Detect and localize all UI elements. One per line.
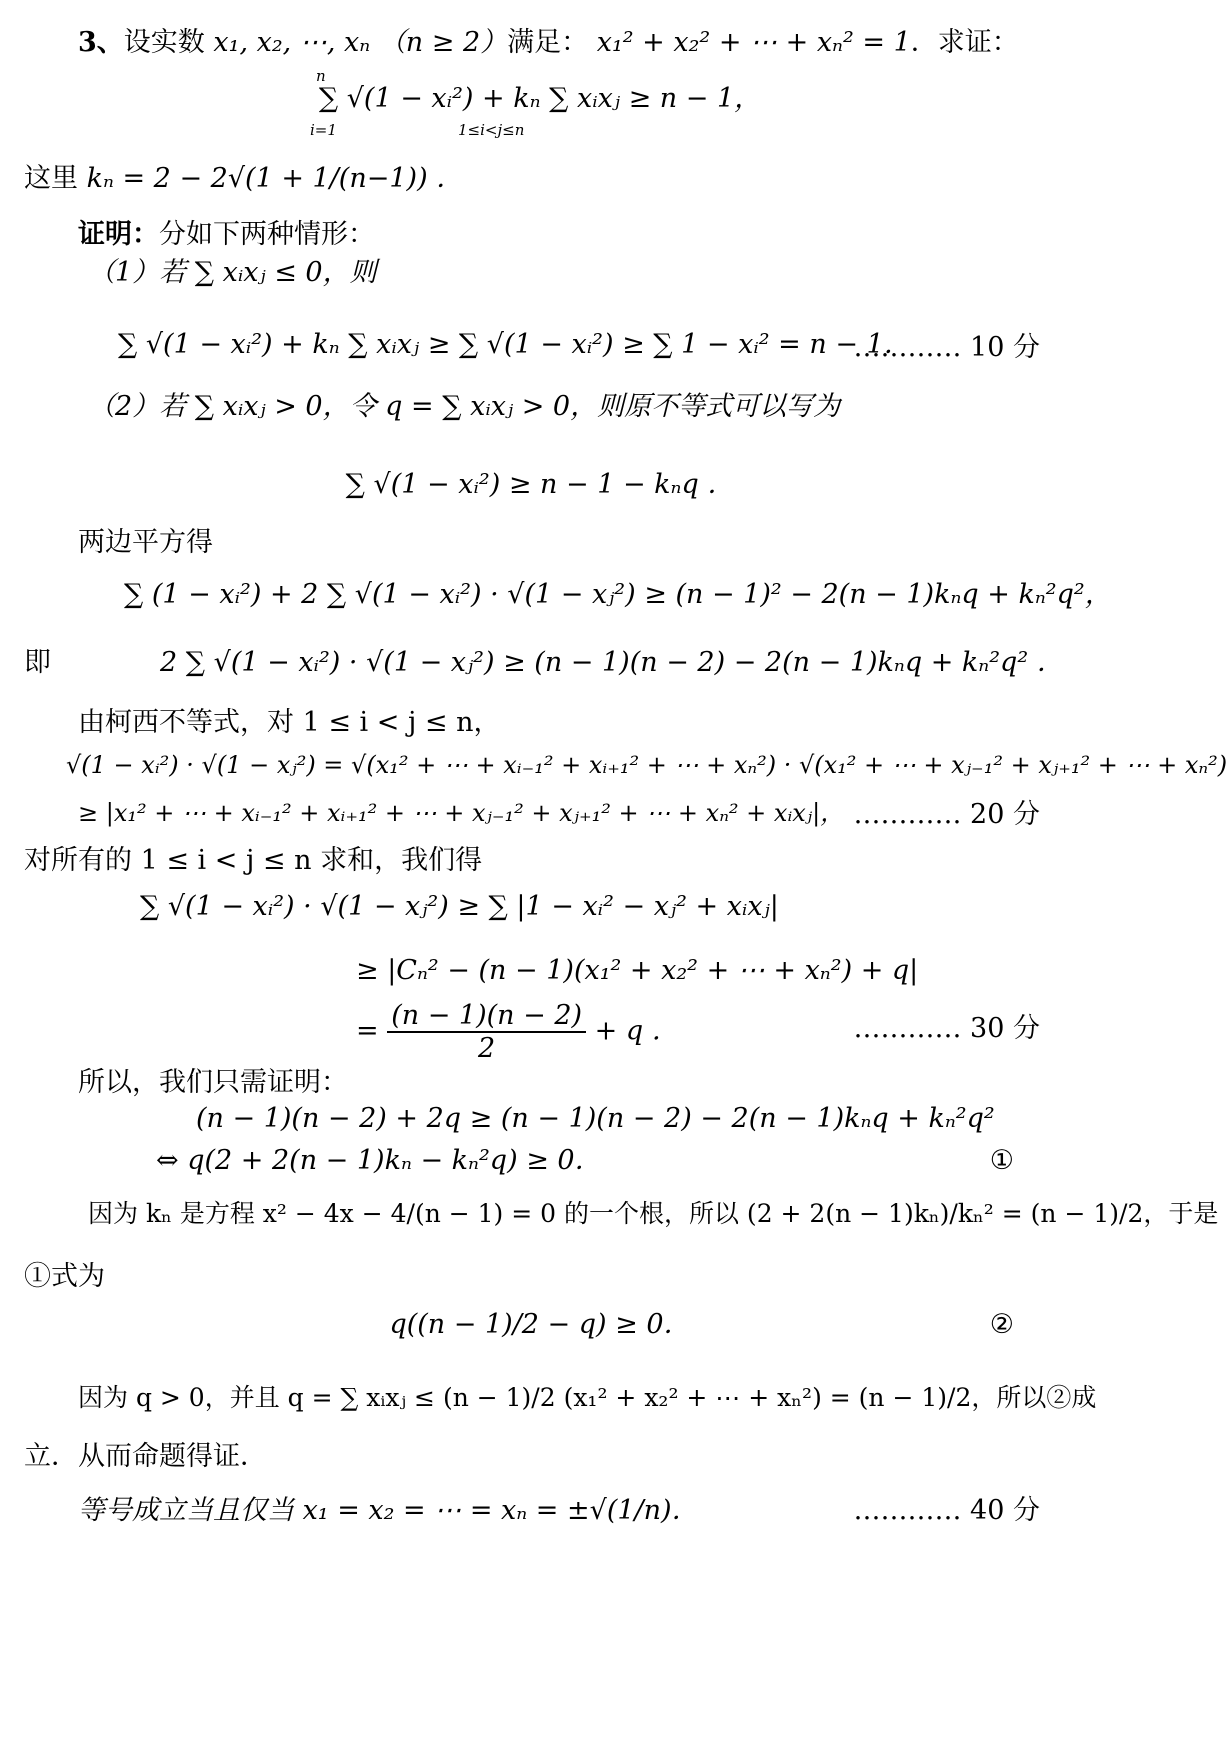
equality-condition: 等号成立当且仅当 x₁ = x₂ = ⋯ = xₙ = ±√(1/n)． bbox=[78, 1495, 699, 1526]
case1-equation: ∑ √(1 − xᵢ²) + kₙ ∑ xᵢxⱼ ≥ ∑ √(1 − xᵢ²) ≥ ∑ 1 − xᵢ² = n − 1． bbox=[118, 329, 911, 360]
because-text: 因为 q > 0，并且 q = ∑ xᵢxⱼ ≤ (n − 1)/2 (x₁² + x₂² + ⋯ + xₙ²) = (n − 1)/2，所以②成 bbox=[78, 1383, 1097, 1412]
sum-eq3-tail: + q ． bbox=[594, 1015, 679, 1047]
problem-constraint: x₁² + x₂² + ⋯ + xₙ² = 1 bbox=[596, 27, 911, 58]
problem-inequality: ∑ √(1 − xᵢ²) + kₙ ∑ xᵢxⱼ ≥ n − 1， bbox=[318, 83, 762, 114]
problem-statement bbox=[78, 28, 1019, 58]
kn-prefix: 这里 bbox=[24, 163, 78, 194]
proof-intro bbox=[78, 220, 375, 250]
sum-eq3-numerator: (n − 1)(n − 2) bbox=[387, 1000, 586, 1033]
sum-equation-3 bbox=[356, 1000, 679, 1064]
case2-condition: （2）若 ∑ xᵢxⱼ > 0，令 q = ∑ xᵢxⱼ > 0，则原不等式可以写为 bbox=[88, 391, 841, 422]
sum-upper-index-1: n bbox=[316, 67, 326, 85]
cauchy-text: 由柯西不等式，对 1 ≤ i < j ≤ n， bbox=[78, 707, 501, 738]
square-equation: ∑ (1 − xᵢ²) + 2 ∑ √(1 − xᵢ²) · √(1 − xⱼ²) ≥ (n − 1)² − 2(n − 1)kₙq + kₙ²q²， bbox=[124, 579, 1112, 610]
formula-text: ①式为 bbox=[24, 1261, 105, 1292]
need-text: 所以，我们只需证明： bbox=[78, 1067, 348, 1098]
problem-number: 3、 bbox=[78, 27, 124, 58]
sum-text: 对所有的 1 ≤ i < j ≤ n 求和，我们得 bbox=[24, 845, 483, 876]
conclusion-text: 立．从而命题得证． bbox=[24, 1441, 267, 1472]
proof-label: 证明： bbox=[78, 219, 159, 250]
sum-lower-index-1: i=1 bbox=[310, 121, 337, 139]
sum-eq3-lead: = bbox=[356, 1015, 379, 1047]
problem-vars: x₁, x₂, ⋯, xₙ bbox=[213, 27, 371, 58]
need-equation-1: (n − 1)(n − 2) + 2q ≥ (n − 1)(n − 2) − 2(n − 1)kₙq + kₙ²q² bbox=[196, 1103, 995, 1134]
score-30: ………… 30 分 bbox=[853, 1013, 1040, 1044]
kn-formula: kₙ = 2 − 2√(1 + 1/(n−1)) ． bbox=[86, 163, 464, 194]
score-40: ………… 40 分 bbox=[853, 1495, 1040, 1526]
equation-mark-1: ① bbox=[989, 1145, 1014, 1176]
problem-text-b: 满足： bbox=[507, 27, 589, 58]
sum-equation-2: ≥ |Cₙ² − (n − 1)(x₁² + x₂² + ⋯ + xₙ²) + q| bbox=[356, 955, 919, 986]
root-text: 因为 kₙ 是方程 x² − 4x − 4/(n − 1) = 0 的一个根，所以 (2 + 2(n − 1)kₙ)/kₙ² = (n − 1)/2，于是 bbox=[88, 1199, 1219, 1228]
ji-label: 即 bbox=[24, 647, 51, 678]
ji-equation: 2 ∑ √(1 − xᵢ²) · √(1 − xⱼ²) ≥ (n − 1)(n − 2) − 2(n − 1)kₙq + kₙ²q² ． bbox=[160, 647, 1064, 678]
problem-text-a: 设实数 bbox=[123, 27, 205, 58]
score-20: ………… 20 分 bbox=[853, 799, 1040, 830]
equation-mark-2: ② bbox=[989, 1309, 1014, 1340]
sum-eq3-denominator: 2 bbox=[478, 1033, 496, 1065]
case2-equation: ∑ √(1 − xᵢ²) ≥ n − 1 − kₙq ． bbox=[345, 469, 735, 500]
kn-definition bbox=[24, 164, 463, 194]
cauchy-equation-1: √(1 − xᵢ²) · √(1 − xⱼ²) = √(x₁² + ⋯ + xᵢ₋₁² + xᵢ₊₁² + ⋯ + xₙ²) · √(x₁² + ⋯ + xⱼ₋₁² + xⱼ₊₁² + ⋯ + xₙ²) bbox=[66, 751, 1227, 779]
sum-lower-index-2: 1≤i<j≤n bbox=[458, 121, 525, 139]
sum-equation-1: ∑ √(1 − xᵢ²) · √(1 − xⱼ²) ≥ ∑ |1 − xᵢ² − xⱼ² + xᵢxⱼ| bbox=[140, 891, 779, 922]
square-text: 两边平方得 bbox=[78, 527, 213, 558]
problem-condition: （n ≥ 2） bbox=[378, 27, 508, 58]
formula-equation: q((n − 1)/2 − q) ≥ 0． bbox=[389, 1309, 691, 1340]
need-equation-2: ⇔ q(2 + 2(n − 1)kₙ − kₙ²q) ≥ 0． bbox=[156, 1145, 602, 1176]
sum-eq3-fraction bbox=[387, 1000, 586, 1064]
cauchy-equation-2: ≥ |x₁² + ⋯ + xᵢ₋₁² + xᵢ₊₁² + ⋯ + xⱼ₋₁² + xⱼ₊₁² + ⋯ + xₙ² + xᵢxⱼ|， bbox=[78, 799, 845, 827]
proof-intro-text: 分如下两种情形： bbox=[159, 219, 375, 250]
problem-text-c: ．求证： bbox=[910, 27, 1019, 58]
case1-condition: （1）若 ∑ xᵢxⱼ ≤ 0，则 bbox=[88, 257, 377, 288]
score-10: ………… 10 分 bbox=[853, 332, 1040, 363]
